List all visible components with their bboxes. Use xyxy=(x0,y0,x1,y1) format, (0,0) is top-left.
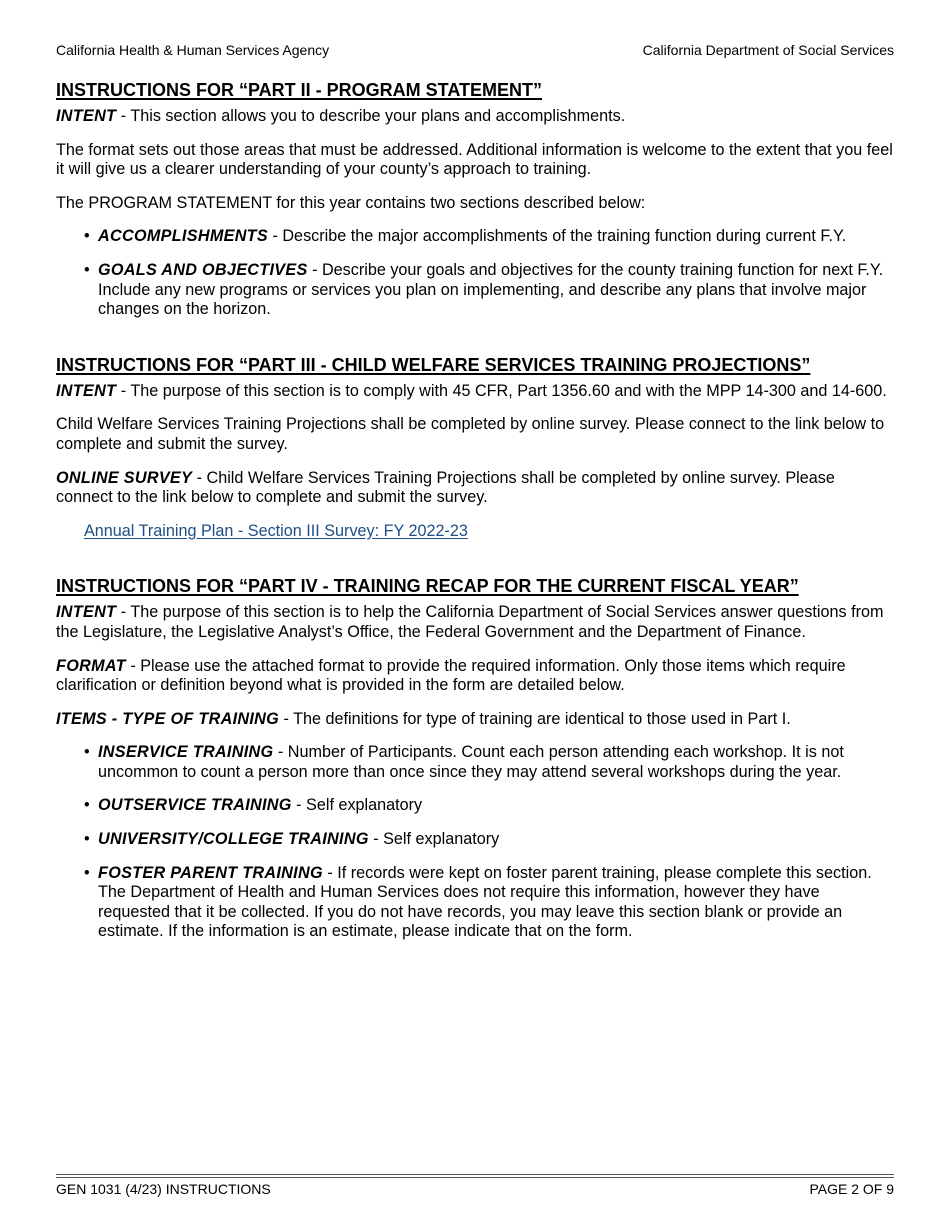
bullet-term: FOSTER PARENT TRAINING xyxy=(98,863,323,882)
part3-online-survey xyxy=(56,469,894,508)
bullet-icon: • xyxy=(84,863,90,882)
part2-intent-term: INTENT xyxy=(56,107,117,125)
part4-intent-term: INTENT xyxy=(56,603,117,622)
bullet-term: ACCOMPLISHMENTS xyxy=(98,227,268,246)
part4-section xyxy=(56,575,894,942)
part4-intent-text: - The purpose of this section is to help the California Department of Social Services answer questions from the Legislature, the Legislative Analyst’s Office, the Federal Government and the Department of Finance. xyxy=(56,603,884,641)
bullet-icon: • xyxy=(84,743,90,762)
part4-intent xyxy=(56,603,894,642)
header-agency: California Health & Human Services Agency xyxy=(56,42,330,58)
bullet-icon: • xyxy=(84,796,90,815)
part3-paragraph-online: Child Welfare Services Training Projections shall be completed by online survey. Please connect to the link below to complete and submit the survey. xyxy=(56,415,885,453)
part4-format xyxy=(56,657,894,696)
footer-form-id: GEN 1031 (4/23) INSTRUCTIONS xyxy=(56,1181,271,1197)
running-header xyxy=(56,42,894,58)
part2-intent-text: - This section allows you to describe your plans and accomplishments. xyxy=(116,107,626,125)
part4-heading: INSTRUCTIONS FOR “PART IV - TRAINING RECAP FOR THE CURRENT FISCAL YEAR” xyxy=(56,576,799,597)
list-item xyxy=(56,864,894,942)
bullet-text: - Describe your goals and objectives for the county training function for next F.Y. Include any new programs or services you plan on implementing, and describe any plans that involve major changes on the horizon. xyxy=(98,260,884,319)
list-item xyxy=(56,830,894,850)
part2-paragraph-format: The format sets out those areas that must be addressed. Additional information is welcome to the extent that you feel it will give us a clearer understanding of your county’s approach to training. xyxy=(56,140,893,179)
part2-section xyxy=(56,79,894,320)
part3-intent-term: INTENT xyxy=(56,381,117,400)
part2-bullet-list xyxy=(56,227,894,319)
footer-page-number: PAGE 2 OF 9 xyxy=(809,1181,894,1197)
part3-section xyxy=(56,354,894,542)
list-item xyxy=(56,261,894,320)
bullet-text: - Describe the major accomplishments of the training function during current F.Y. xyxy=(267,227,847,246)
part3-heading: INSTRUCTIONS FOR “PART III - CHILD WELFARE SERVICES TRAINING PROJECTIONS” xyxy=(56,354,811,375)
part2-heading: INSTRUCTIONS FOR “PART II - PROGRAM STATEMENT” xyxy=(56,80,542,100)
bullet-text: - Self explanatory xyxy=(368,830,500,849)
part4-items-text: - The definitions for type of training are identical to those used in Part I. xyxy=(279,709,791,728)
list-item xyxy=(56,796,894,816)
part3-survey-text: - Child Welfare Services Training Projections shall be completed by online survey. Please connect to the link below to complete and submit the survey. xyxy=(56,468,835,507)
bullet-term: GOALS AND OBJECTIVES xyxy=(98,260,308,279)
survey-link-line xyxy=(56,522,894,542)
bullet-text: - Self explanatory xyxy=(291,796,423,815)
part2-paragraph-sections: The PROGRAM STATEMENT for this year contains two sections described below: xyxy=(56,193,646,212)
part4-items xyxy=(56,710,894,730)
bullet-text: - Number of Participants. Count each person attending each workshop. It is not uncommon to count a person more than once since they may attend several workshops during the year. xyxy=(98,743,844,781)
running-footer xyxy=(56,1181,894,1197)
bullet-term: OUTSERVICE TRAINING xyxy=(98,796,292,815)
part4-format-text: - Please use the attached format to provide the required information. Only those items which require clarification or definition beyond what is provided in the form are detailed below. xyxy=(56,656,846,695)
bullet-term: INSERVICE TRAINING xyxy=(98,743,274,762)
part4-items-term: ITEMS - TYPE OF TRAINING xyxy=(56,709,280,728)
bullet-text: - If records were kept on foster parent training, please complete this section. The Department of Health and Human Services does not require this information, however they have requested that it be collected. If you do not have records, you may leave this section blank or provide an estimate. If the information is an estimate, please indicate that on the form. xyxy=(98,863,872,941)
part3-intent-text: - The purpose of this section is to comply with 45 CFR, Part 1356.60 and with the MPP 14-300 and 14-600. xyxy=(116,381,887,400)
header-department: California Department of Social Services xyxy=(642,42,894,58)
document-body xyxy=(56,79,894,942)
bullet-icon: • xyxy=(84,227,90,246)
bullet-icon: • xyxy=(84,260,90,279)
part4-format-term: FORMAT xyxy=(56,656,126,675)
part2-intent xyxy=(56,107,894,127)
bullet-icon: • xyxy=(84,830,90,849)
survey-link[interactable]: Annual Training Plan - Section III Survey: FY 2022-23 xyxy=(84,521,468,540)
part4-bullet-list xyxy=(56,743,894,942)
list-item xyxy=(56,227,894,247)
part3-survey-term: ONLINE SURVEY xyxy=(56,468,193,487)
bullet-term: UNIVERSITY/COLLEGE TRAINING xyxy=(98,830,369,849)
footer-divider xyxy=(56,1174,894,1178)
list-item xyxy=(56,743,894,782)
part3-intent xyxy=(56,382,894,402)
